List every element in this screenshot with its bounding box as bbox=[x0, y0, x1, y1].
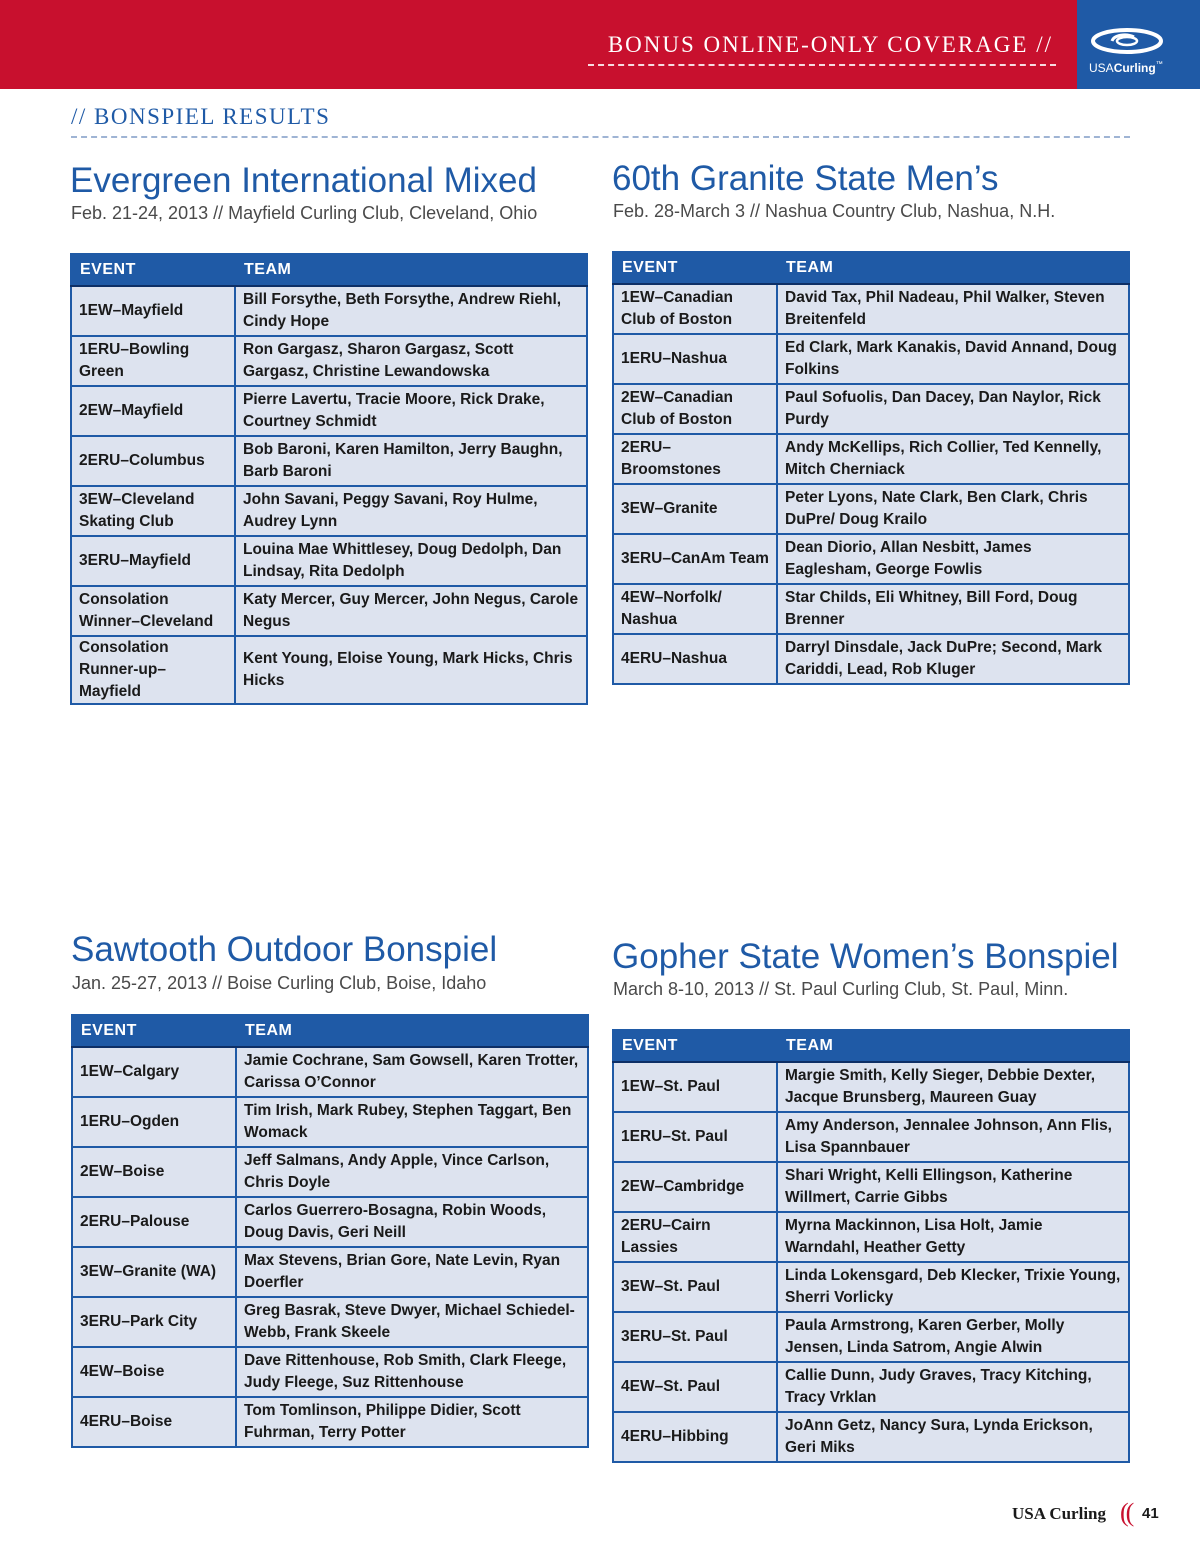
event-cell: 4ERU–Nashua bbox=[613, 634, 777, 684]
team-cell: Myrna Mackinnon, Lisa Holt, Jamie Warndahl, Heather Getty bbox=[777, 1212, 1129, 1262]
table-row bbox=[613, 484, 1129, 534]
team-cell: Paul Sofuolis, Dan Dacey, Dan Naylor, Rick Purdy bbox=[777, 384, 1129, 434]
logo-wordmark bbox=[1089, 61, 1163, 75]
event-cell: 3EW–Granite (WA) bbox=[72, 1247, 236, 1297]
table-row bbox=[613, 1212, 1129, 1262]
table-row bbox=[72, 1297, 588, 1347]
event-cell: 2EW–Canadian Club of Boston bbox=[613, 384, 777, 434]
section-subtitle: March 8-10, 2013 // St. Paul Curling Club, St. Paul, Minn. bbox=[613, 979, 1069, 999]
header-banner bbox=[0, 0, 1077, 89]
table-row bbox=[613, 534, 1129, 584]
column-header-team: TEAM bbox=[236, 1015, 588, 1047]
table-row bbox=[71, 336, 587, 386]
table-row bbox=[71, 586, 587, 636]
results-table bbox=[612, 251, 1130, 685]
table-row bbox=[613, 1162, 1129, 1212]
event-cell: 2ERU–Broomstones bbox=[613, 434, 777, 484]
table-row bbox=[613, 1062, 1129, 1112]
banner-divider bbox=[588, 64, 1056, 66]
event-cell: 1EW–St. Paul bbox=[613, 1062, 777, 1112]
table-row bbox=[71, 286, 587, 336]
table-row bbox=[71, 636, 587, 704]
team-cell: Pierre Lavertu, Tracie Moore, Rick Drake, Courtney Schmidt bbox=[235, 386, 587, 436]
team-cell: John Savani, Peggy Savani, Roy Hulme, Audrey Lynn bbox=[235, 486, 587, 536]
event-cell: 1ERU–Nashua bbox=[613, 334, 777, 384]
event-cell: Consolation Runner-up–Mayfield bbox=[71, 636, 235, 704]
event-cell: 4EW–Boise bbox=[72, 1347, 236, 1397]
table-row bbox=[72, 1047, 588, 1097]
table-header-row bbox=[613, 1030, 1129, 1062]
table-row bbox=[72, 1197, 588, 1247]
table-row bbox=[613, 1262, 1129, 1312]
table-row bbox=[71, 486, 587, 536]
footer-brand: USA Curling bbox=[1012, 1504, 1106, 1523]
table-row bbox=[613, 1112, 1129, 1162]
event-cell: 3EW–Granite bbox=[613, 484, 777, 534]
table-row bbox=[71, 436, 587, 486]
footer-parens-icon: (( bbox=[1120, 1498, 1132, 1527]
results-table bbox=[612, 1029, 1130, 1463]
team-cell: Dave Rittenhouse, Rob Smith, Clark Fleege, Judy Fleege, Suz Rittenhouse bbox=[236, 1347, 588, 1397]
event-cell: 4EW–St. Paul bbox=[613, 1362, 777, 1412]
team-cell: Andy McKellips, Rich Collier, Ted Kennelly, Mitch Cherniack bbox=[777, 434, 1129, 484]
table-row bbox=[613, 284, 1129, 334]
team-cell: Paula Armstrong, Karen Gerber, Molly Jensen, Linda Satrom, Angie Alwin bbox=[777, 1312, 1129, 1362]
column-header-team: TEAM bbox=[777, 1030, 1129, 1062]
table-row bbox=[72, 1397, 588, 1447]
team-cell: David Tax, Phil Nadeau, Phil Walker, Steven Breitenfeld bbox=[777, 284, 1129, 334]
table-row bbox=[613, 434, 1129, 484]
section-title: 60th Granite State Men’s bbox=[612, 159, 999, 198]
team-cell: Carlos Guerrero-Bosagna, Robin Woods, Doug Davis, Geri Neill bbox=[236, 1197, 588, 1247]
table-header-row bbox=[71, 254, 587, 286]
column-header-event: EVENT bbox=[71, 254, 235, 286]
team-cell: Star Childs, Eli Whitney, Bill Ford, Doug Brenner bbox=[777, 584, 1129, 634]
table-row bbox=[72, 1347, 588, 1397]
event-cell: 2EW–Mayfield bbox=[71, 386, 235, 436]
team-cell: Jamie Cochrane, Sam Gowsell, Karen Trotter, Carissa O’Connor bbox=[236, 1047, 588, 1097]
team-cell: Tom Tomlinson, Philippe Didier, Scott Fuhrman, Terry Potter bbox=[236, 1397, 588, 1447]
team-cell: Margie Smith, Kelly Sieger, Debbie Dexter, Jacque Brunsberg, Maureen Guay bbox=[777, 1062, 1129, 1112]
table-row bbox=[72, 1097, 588, 1147]
event-cell: 3ERU–Mayfield bbox=[71, 536, 235, 586]
table-row bbox=[613, 1412, 1129, 1462]
event-cell: 2ERU–Cairn Lassies bbox=[613, 1212, 777, 1262]
table-row bbox=[72, 1147, 588, 1197]
column-header-team: TEAM bbox=[235, 254, 587, 286]
event-cell: 1EW–Canadian Club of Boston bbox=[613, 284, 777, 334]
event-cell: 4EW–Norfolk/ Nashua bbox=[613, 584, 777, 634]
table-row bbox=[613, 584, 1129, 634]
page-number: 41 bbox=[1142, 1505, 1159, 1522]
event-cell: 2ERU–Columbus bbox=[71, 436, 235, 486]
event-cell: 3EW–St. Paul bbox=[613, 1262, 777, 1312]
team-cell: Tim Irish, Mark Rubey, Stephen Taggart, Ben Womack bbox=[236, 1097, 588, 1147]
event-cell: 3ERU–St. Paul bbox=[613, 1312, 777, 1362]
results-table bbox=[71, 1014, 589, 1448]
event-cell: 2EW–Boise bbox=[72, 1147, 236, 1197]
team-cell: Katy Mercer, Guy Mercer, John Negus, Carole Negus bbox=[235, 586, 587, 636]
team-cell: Max Stevens, Brian Gore, Nate Levin, Ryan Doerfler bbox=[236, 1247, 588, 1297]
column-header-team: TEAM bbox=[777, 252, 1129, 284]
team-cell: Ed Clark, Mark Kanakis, David Annand, Doug Folkins bbox=[777, 334, 1129, 384]
curling-stone-icon bbox=[1090, 27, 1164, 55]
event-cell: 1EW–Calgary bbox=[72, 1047, 236, 1097]
column-header-event: EVENT bbox=[613, 1030, 777, 1062]
event-cell: 1ERU–Bowling Green bbox=[71, 336, 235, 386]
results-table bbox=[70, 253, 588, 705]
section-title: Gopher State Women’s Bonspiel bbox=[612, 937, 1119, 976]
event-cell: 3EW–Cleveland Skating Club bbox=[71, 486, 235, 536]
section-subtitle: Jan. 25-27, 2013 // Boise Curling Club, Boise, Idaho bbox=[72, 973, 487, 993]
event-cell: 2EW–Cambridge bbox=[613, 1162, 777, 1212]
table-row bbox=[613, 334, 1129, 384]
team-cell: Peter Lyons, Nate Clark, Ben Clark, Chris DuPre/ Doug Krailo bbox=[777, 484, 1129, 534]
team-cell: Greg Basrak, Steve Dwyer, Michael Schiedel-Webb, Frank Skeele bbox=[236, 1297, 588, 1347]
section-title: Sawtooth Outdoor Bonspiel bbox=[71, 930, 498, 969]
table-header-row bbox=[613, 252, 1129, 284]
section-divider bbox=[71, 136, 1130, 138]
table-row bbox=[72, 1247, 588, 1297]
team-cell: Darryl Dinsdale, Jack DuPre; Second, Mark Cariddi, Lead, Rob Kluger bbox=[777, 634, 1129, 684]
event-cell: 1ERU–St. Paul bbox=[613, 1112, 777, 1162]
team-cell: Linda Lokensgard, Deb Klecker, Trixie Young, Sherri Vorlicky bbox=[777, 1262, 1129, 1312]
event-cell: 4ERU–Boise bbox=[72, 1397, 236, 1447]
team-cell: JoAnn Getz, Nancy Sura, Lynda Erickson, Geri Miks bbox=[777, 1412, 1129, 1462]
table-row bbox=[613, 634, 1129, 684]
team-cell: Dean Diorio, Allan Nesbitt, James Eaglesham, George Fowlis bbox=[777, 534, 1129, 584]
team-cell: Kent Young, Eloise Young, Mark Hicks, Chris Hicks bbox=[235, 636, 587, 704]
section-subtitle: Feb. 21-24, 2013 // Mayfield Curling Club, Cleveland, Ohio bbox=[71, 203, 538, 223]
banner-text: BONUS ONLINE-ONLY COVERAGE // bbox=[607, 32, 1053, 57]
table-row bbox=[613, 1362, 1129, 1412]
section-title: Evergreen International Mixed bbox=[70, 161, 537, 200]
team-cell: Amy Anderson, Jennalee Johnson, Ann Flis, Lisa Spannbauer bbox=[777, 1112, 1129, 1162]
team-cell: Shari Wright, Kelli Ellingson, Katherine Willmert, Carrie Gibbs bbox=[777, 1162, 1129, 1212]
logo-text-tm: ™ bbox=[1155, 61, 1163, 68]
team-cell: Louina Mae Whittlesey, Doug Dedolph, Dan Lindsay, Rita Dedolph bbox=[235, 536, 587, 586]
column-header-event: EVENT bbox=[72, 1015, 236, 1047]
team-cell: Jeff Salmans, Andy Apple, Vince Carlson, Chris Doyle bbox=[236, 1147, 588, 1197]
column-header-event: EVENT bbox=[613, 252, 777, 284]
team-cell: Bob Baroni, Karen Hamilton, Jerry Baughn, Barb Baroni bbox=[235, 436, 587, 486]
table-row bbox=[71, 536, 587, 586]
event-cell: 4ERU–Hibbing bbox=[613, 1412, 777, 1462]
table-row bbox=[613, 1312, 1129, 1362]
event-cell: 3ERU–Park City bbox=[72, 1297, 236, 1347]
event-cell: 3ERU–CanAm Team bbox=[613, 534, 777, 584]
logo-text-usa: USA bbox=[1089, 61, 1114, 75]
table-header-row bbox=[72, 1015, 588, 1047]
event-cell: 1ERU–Ogden bbox=[72, 1097, 236, 1147]
event-cell: 2ERU–Palouse bbox=[72, 1197, 236, 1247]
section-subtitle: Feb. 28-March 3 // Nashua Country Club, Nashua, N.H. bbox=[613, 201, 1056, 221]
section-label: // BONSPIEL RESULTS bbox=[71, 104, 331, 129]
logo-text-curling: Curling bbox=[1113, 61, 1156, 75]
team-cell: Bill Forsythe, Beth Forsythe, Andrew Riehl, Cindy Hope bbox=[235, 286, 587, 336]
table-row bbox=[613, 384, 1129, 434]
table-row bbox=[71, 386, 587, 436]
team-cell: Callie Dunn, Judy Graves, Tracy Kitching, Tracy Vrklan bbox=[777, 1362, 1129, 1412]
event-cell: Consolation Winner–Cleveland bbox=[71, 586, 235, 636]
event-cell: 1EW–Mayfield bbox=[71, 286, 235, 336]
team-cell: Ron Gargasz, Sharon Gargasz, Scott Gargasz, Christine Lewandowska bbox=[235, 336, 587, 386]
